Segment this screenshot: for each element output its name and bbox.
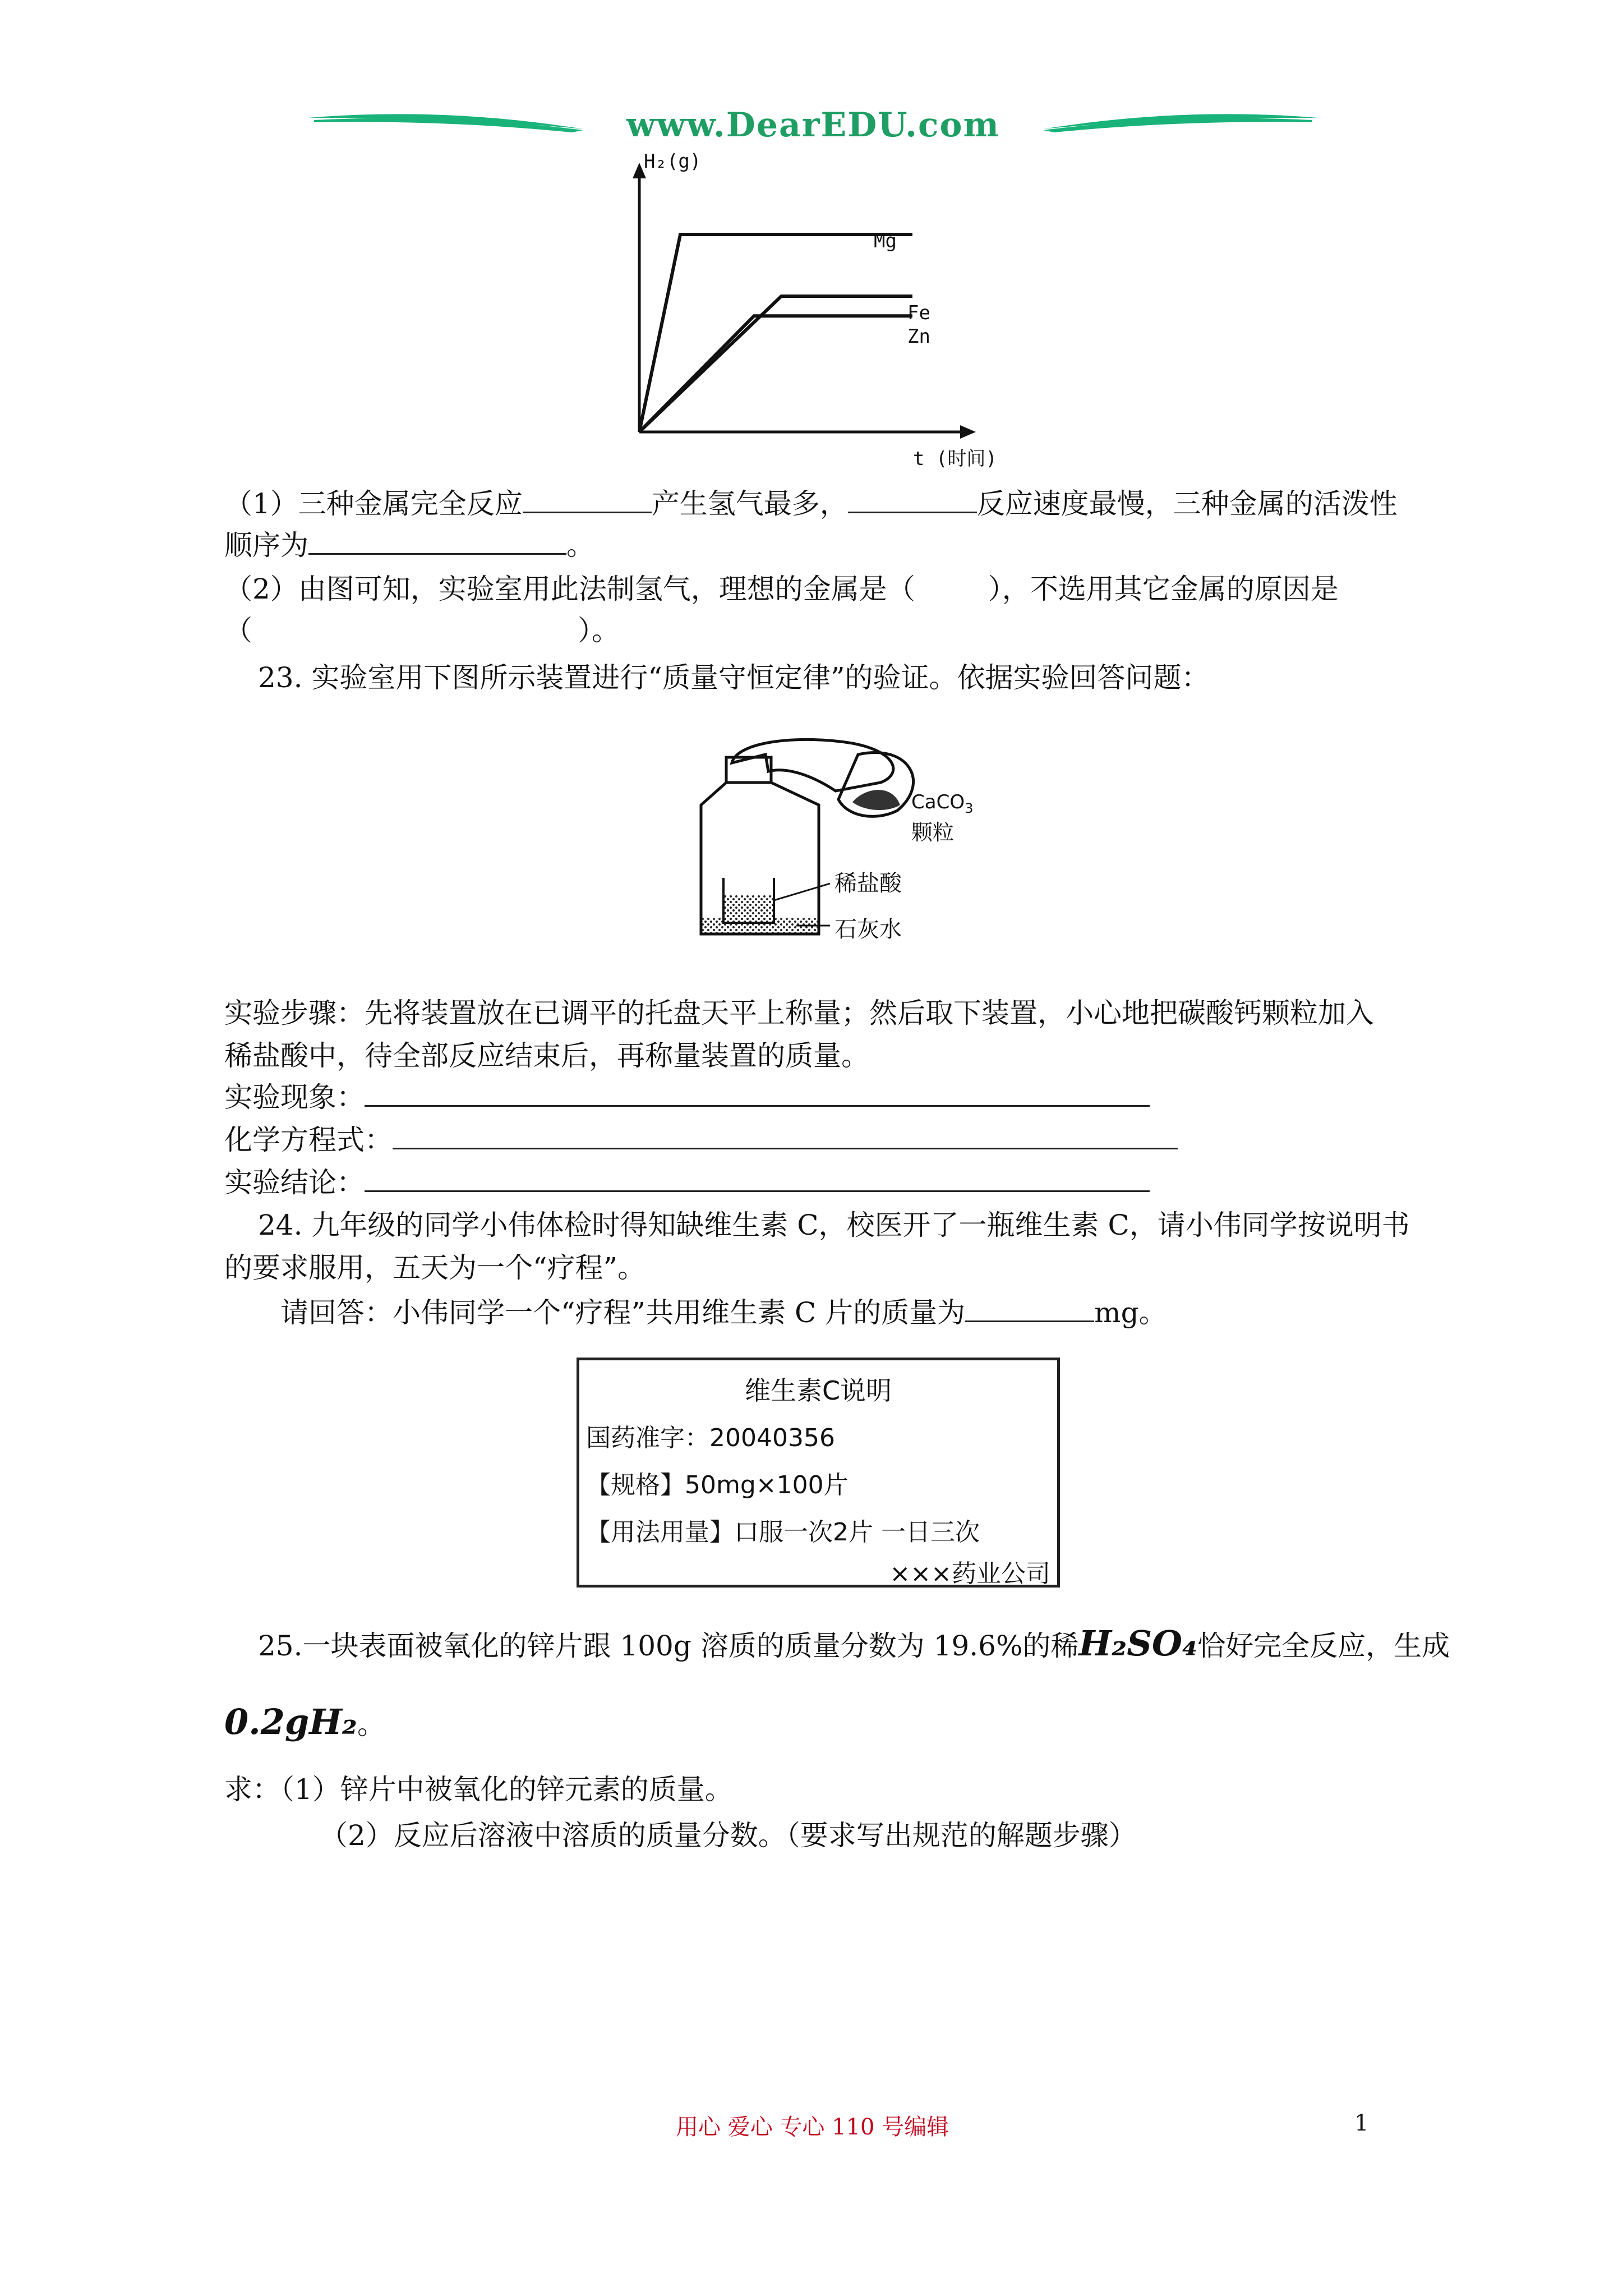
chart-series-label-mg: Mg [874, 230, 897, 252]
q25-line2 [224, 1701, 385, 1742]
q25-ask-1: 求：（1）锌片中被氧化的锌元素的质量。 [224, 1773, 733, 1806]
q22-blank-slowest[interactable] [848, 487, 977, 513]
chart-series-label-zn: Zn [907, 325, 930, 348]
q24-line2: 的要求服用，五天为一个“疗程”。 [224, 1251, 646, 1284]
label-limewater: 石灰水 [834, 917, 902, 942]
q22-p2-text-b: ），不选用其它金属的原因是 [988, 573, 1339, 605]
q25-formula-h2: 0.2gH₂ [224, 1701, 357, 1742]
vitamin-box-company: ×××药业公司 [889, 1559, 1050, 1588]
chart-x-axis-arrow-icon [960, 425, 976, 439]
q23-equation [224, 1123, 1178, 1157]
q22-blank-most-h2[interactable] [523, 487, 652, 513]
q24-line3 [280, 1296, 1167, 1329]
q22-blank-activity-order[interactable] [308, 528, 566, 555]
q25-ask-2: （2）反应后溶液中溶质的质量分数。（要求写出规范的解题步骤） [320, 1819, 1137, 1852]
q22-p1-text-b: 产生氢气最多， [651, 487, 848, 520]
vitamin-box-usage: 【用法用量】口服一次2片 一日三次 [586, 1518, 980, 1547]
q23-phenomenon [224, 1080, 1150, 1114]
q24-unit: mg。 [1094, 1296, 1167, 1329]
q23-phenomenon-blank[interactable] [365, 1080, 1150, 1107]
q23-steps-line2: 稀盐酸中，待全部反应结束后，再称量装置的质量。 [224, 1039, 869, 1072]
site-name: www.DearEDU.com [626, 105, 1000, 145]
q23-equation-blank[interactable] [393, 1123, 1178, 1149]
vitamin-box-spec: 【规格】50mg×100片 [586, 1471, 849, 1499]
q22-p2-text-d: ）。 [578, 614, 620, 647]
hydrogen-chart [606, 151, 998, 477]
label-caco3 [911, 791, 973, 816]
chart-series-label-fe: Fe [907, 302, 930, 324]
site-header [303, 101, 1324, 151]
vitamin-c-instructions-box [577, 1358, 1060, 1588]
q22-p2-text-c: （ [224, 614, 252, 647]
q22-part2-line2 [224, 614, 620, 647]
q23-phenomenon-label: 实验现象： [224, 1081, 365, 1114]
vitamin-box-approval: 国药准字：20040356 [586, 1424, 835, 1452]
page-footer: 用心 爱心 专心 110 号编辑 [676, 2114, 949, 2140]
q25-line1 [258, 1623, 1450, 1664]
q25-formula-h2so4: H₂SO₄ [1078, 1623, 1198, 1664]
q22-p2-text-a: （2）由图可知，实验室用此法制氢气，理想的金属是（ [224, 573, 915, 605]
q23-equation-label: 化学方程式： [224, 1124, 393, 1156]
q24-question-text: 请回答：小伟同学一个“疗程”共用维生素 C 片的质量为 [280, 1296, 966, 1329]
page-number: 1 [1354, 2110, 1369, 2136]
label-hydrochloric-acid: 稀盐酸 [834, 871, 902, 896]
q23-title: 23. 实验室用下图所示装置进行“质量守恒定律”的验证。依据实验回答问题： [258, 661, 1210, 694]
q25-line2-end: 。 [357, 1708, 385, 1741]
q23-conclusion-blank[interactable] [365, 1166, 1150, 1192]
hydrogen-chart-svg [606, 151, 998, 477]
q22-p1-text-e: 。 [566, 529, 594, 562]
q23-apparatus-figure [684, 732, 1021, 956]
chart-y-axis-label: H₂(g) [644, 150, 702, 173]
vitamin-box-title: 维生素C说明 [744, 1375, 892, 1406]
chart-series-line-zn [639, 316, 912, 432]
label-caco3-subscript: 3 [965, 800, 974, 816]
q23-conclusion [224, 1166, 1150, 1199]
label-granule: 颗粒 [911, 820, 955, 845]
q22-p1-text-a: （1）三种金属完全反应 [224, 487, 523, 520]
chart-x-axis-label: t (时间) [913, 448, 997, 470]
chart-series-line-mg [639, 234, 912, 432]
q24-line1: 24. 九年级的同学小伟体检时得知缺维生素 C，校医开了一瓶维生素 C，请小伟同学按说明书 [258, 1209, 1410, 1241]
q22-part2-line1 [224, 572, 1339, 606]
q22-p1-text-c: 反应速度最慢，三种金属的活泼性 [976, 487, 1398, 520]
q22-p1-text-d: 顺序为 [224, 529, 308, 562]
q24-answer-blank[interactable] [965, 1296, 1094, 1322]
q25-text-a: 25.一块表面被氧化的锌片跟 100g 溶质的质量分数为 19.6%的稀 [258, 1630, 1079, 1662]
label-caco3-text: CaCO [911, 791, 965, 813]
q22-part1-line2 [224, 528, 594, 562]
q23-steps-line1: 实验步骤：先将装置放在已调平的托盘天平上称量；然后取下装置，小心地把碳酸钙颗粒加入 [224, 997, 1374, 1029]
q23-conclusion-label: 实验结论： [224, 1166, 365, 1199]
q22-part1-line1 [224, 487, 1398, 521]
q25-text-b: 恰好完全反应，生成 [1197, 1630, 1450, 1662]
